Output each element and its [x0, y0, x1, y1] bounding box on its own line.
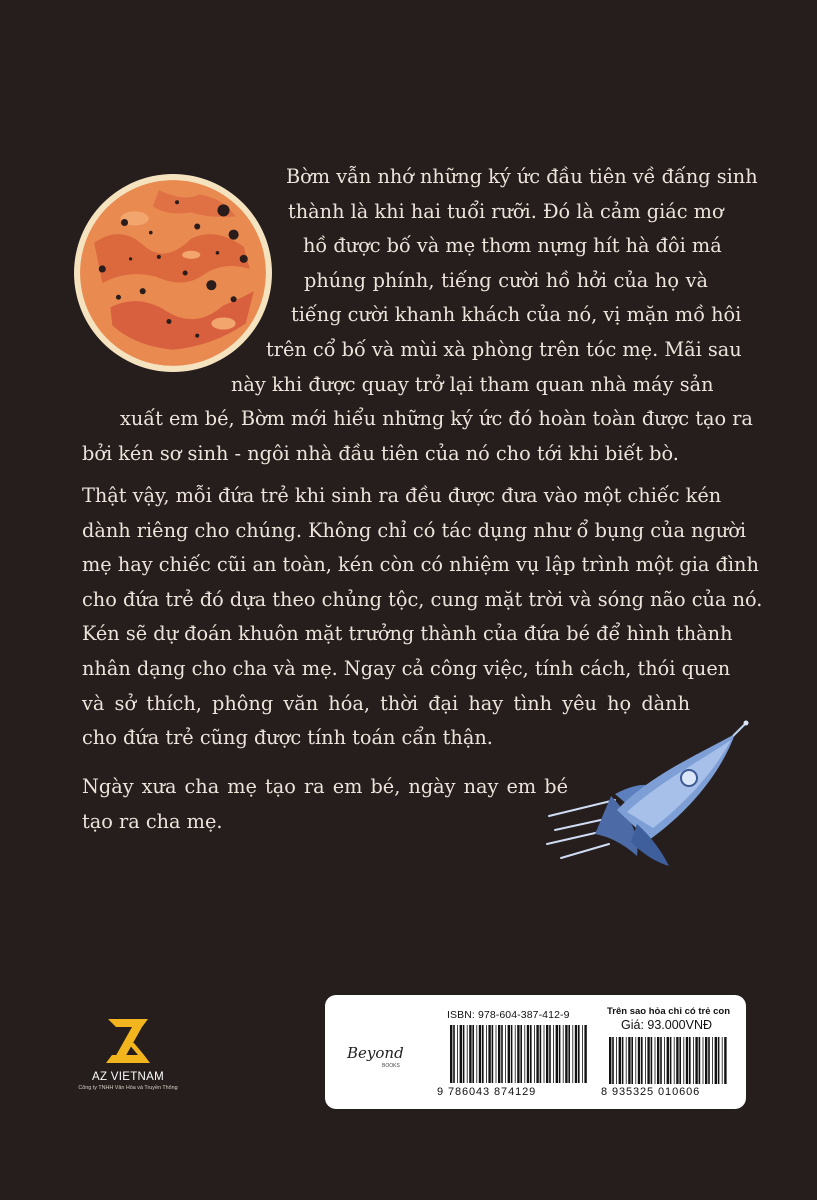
text-line: phúng phính, tiếng cười hồ hởi của họ và [304, 268, 708, 292]
beyond-books-logo [345, 1033, 415, 1073]
logo-subtitle: Công ty TNHH Văn Hóa và Truyền Thông [78, 1085, 178, 1091]
text-line: tạo ra cha mẹ. [82, 809, 223, 833]
isbn-label: ISBN: 978-604-387-412-9 [447, 1009, 570, 1021]
text-line: này khi được quay trở lại tham quan nhà máy sản [231, 372, 714, 396]
paragraph-1 [82, 160, 758, 471]
barcode-panel [325, 995, 746, 1109]
text-line: và sở thích, phông văn hóa, thời đại hay tình yêu họ dành [82, 691, 690, 715]
price-label: Giá: 93.000VNĐ [621, 1018, 713, 1032]
text-line: Ngày xưa cha mẹ tạo ra em bé, ngày nay em bé [82, 775, 568, 798]
book-title: Trên sao hỏa chỉ có trẻ con [607, 1006, 731, 1017]
publisher-caps: BOOKS [382, 1063, 400, 1069]
ean-barcode-digits: 8 935325 010606 [601, 1086, 701, 1098]
text-line: Kén sẽ dự đoán khuôn mặt trưởng thành của đứa bé để hình thành [82, 622, 733, 646]
text-line: dành riêng cho chúng. Không chỉ có tác dụng như ổ bụng của người [82, 518, 747, 542]
text-line: cho đứa trẻ cũng được tính toán cẩn thận. [82, 726, 493, 750]
ean-barcode [608, 1037, 728, 1084]
text-line: mẹ hay chiếc cũi an toàn, kén còn có nhiệm vụ lập trình một gia đình [82, 553, 759, 577]
text-line: Bờm vẫn nhớ những ký ức đầu tiên về đấng sinh [286, 165, 758, 188]
text-line: tiếng cười khanh khách của nó, vị mặn mồ hôi [291, 303, 742, 327]
isbn-barcode [449, 1025, 589, 1083]
az-vietnam-logo [78, 1017, 178, 1091]
publisher-script: Beyond [347, 1044, 404, 1062]
text-line: xuất em bé, Bờm mới hiểu những ký ức đó hoàn toàn được tạo ra [120, 407, 753, 431]
text-line: thành là khi hai tuổi rưỡi. Đó là cảm giác mơ [288, 199, 724, 223]
text-line: bởi kén sơ sinh - ngôi nhà đầu tiên của nó cho tới khi biết bò. [82, 441, 679, 465]
rocket-illustration [545, 720, 750, 870]
text-line: hồ được bố và mẹ thơm nựng hít hà đôi má [303, 234, 722, 258]
text-line: Thật vậy, mỗi đứa trẻ khi sinh ra đều được đưa vào một chiếc kén [82, 484, 722, 507]
text-line: nhân dạng cho cha và mẹ. Ngay cả công việc, tính cách, thói quen [82, 656, 731, 680]
text-line: trên cổ bố và mùi xà phòng trên tóc mẹ. Mãi sau [266, 337, 742, 361]
text-line: cho đứa trẻ đó dựa theo chủng tộc, cung mặt trời và sóng não của nó. [82, 587, 763, 611]
paragraph-2 [82, 479, 763, 756]
isbn-barcode-digits: 9 786043 874129 [437, 1086, 537, 1098]
logo-name: AZ VIETNAM [91, 1071, 164, 1083]
az-logo-icon [102, 1017, 154, 1065]
